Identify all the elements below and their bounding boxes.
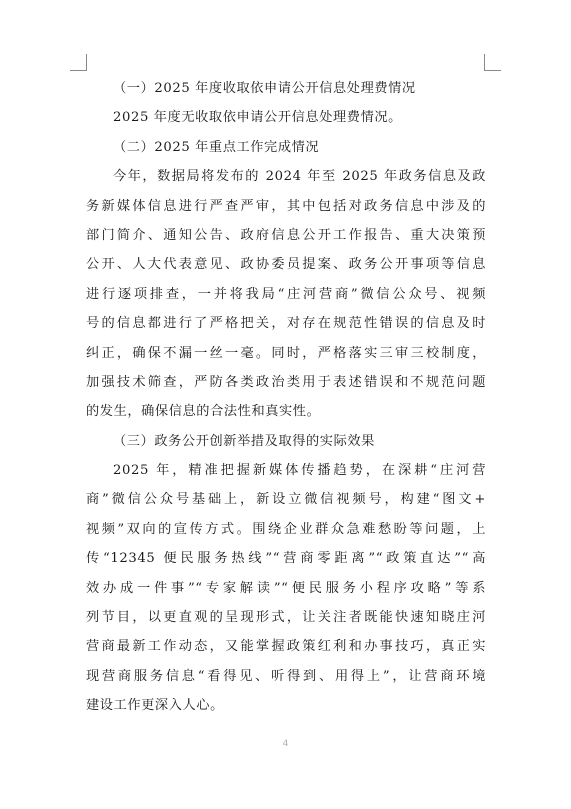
text-line: 视频”双向的宣传方式。围绕企业群众急难愁盼等问题，上	[86, 521, 486, 537]
text-line: （一）2025 年度收取依申请公开信息处理费情况	[113, 81, 416, 96]
crop-mark-top-left	[70, 54, 87, 71]
text-line: 今年，数据局将发布的 2024 年至 2025 年政务信息及政	[113, 169, 486, 185]
text-line: 传“12345 便民服务热线”“营商零距离”“政策直达”“高	[86, 551, 486, 567]
text-line: 营商最新工作动态，又能掌握政策红利和办事技巧，真正实	[86, 639, 486, 655]
text-line: 2025 年度无收取依申请公开信息处理费情况。	[113, 110, 402, 126]
page-number: 4	[282, 739, 289, 749]
text-line: 号的信息都进行了严格把关，对存在规范性错误的信息及时	[86, 316, 486, 332]
text-line: 2025 年，精准把握新媒体传播趋势，在深耕“庄河营	[113, 463, 486, 479]
text-line: 效办成一件事”“专家解读”“便民服务小程序攻略”等系	[86, 580, 486, 596]
text-line: （二）2025 年重点工作完成情况	[113, 139, 320, 155]
text-line: 商”微信公众号基础上，新设立微信视频号，构建“图文+	[86, 492, 486, 508]
text-line: 列节目，以更直观的呈现形式，让关注者既能快速知晓庄河	[86, 610, 486, 626]
text-line: 现营商服务信息“看得见、听得到、用得上”，让营商环境	[86, 668, 486, 684]
text-line: （三）政务公开创新举措及取得的实际效果	[113, 433, 375, 449]
text-line: 务新媒体信息进行严查严审，其中包括对政务信息中涉及的	[86, 198, 486, 214]
text-line: 公开、人大代表意见、政协委员提案、政务公开事项等信息	[86, 257, 486, 273]
text-line: 加强技术筛查，严防各类政治类用于表述错误和不规范问题	[86, 374, 486, 390]
crop-mark-top-right	[484, 54, 501, 71]
text-line: 纠正，确保不漏一丝一毫。同时，严格落实三审三校制度，	[86, 345, 486, 361]
document-body	[86, 74, 486, 721]
text-line: 部门简介、通知公告、政府信息公开工作报告、重大决策预	[86, 227, 486, 243]
text-line: 建设工作更深入人心。	[86, 698, 224, 714]
text-line: 进行逐项排查，一并将我局“庄河营商”微信公众号、视频	[86, 286, 486, 302]
text-line: 的发生，确保信息的合法性和真实性。	[86, 404, 321, 420]
